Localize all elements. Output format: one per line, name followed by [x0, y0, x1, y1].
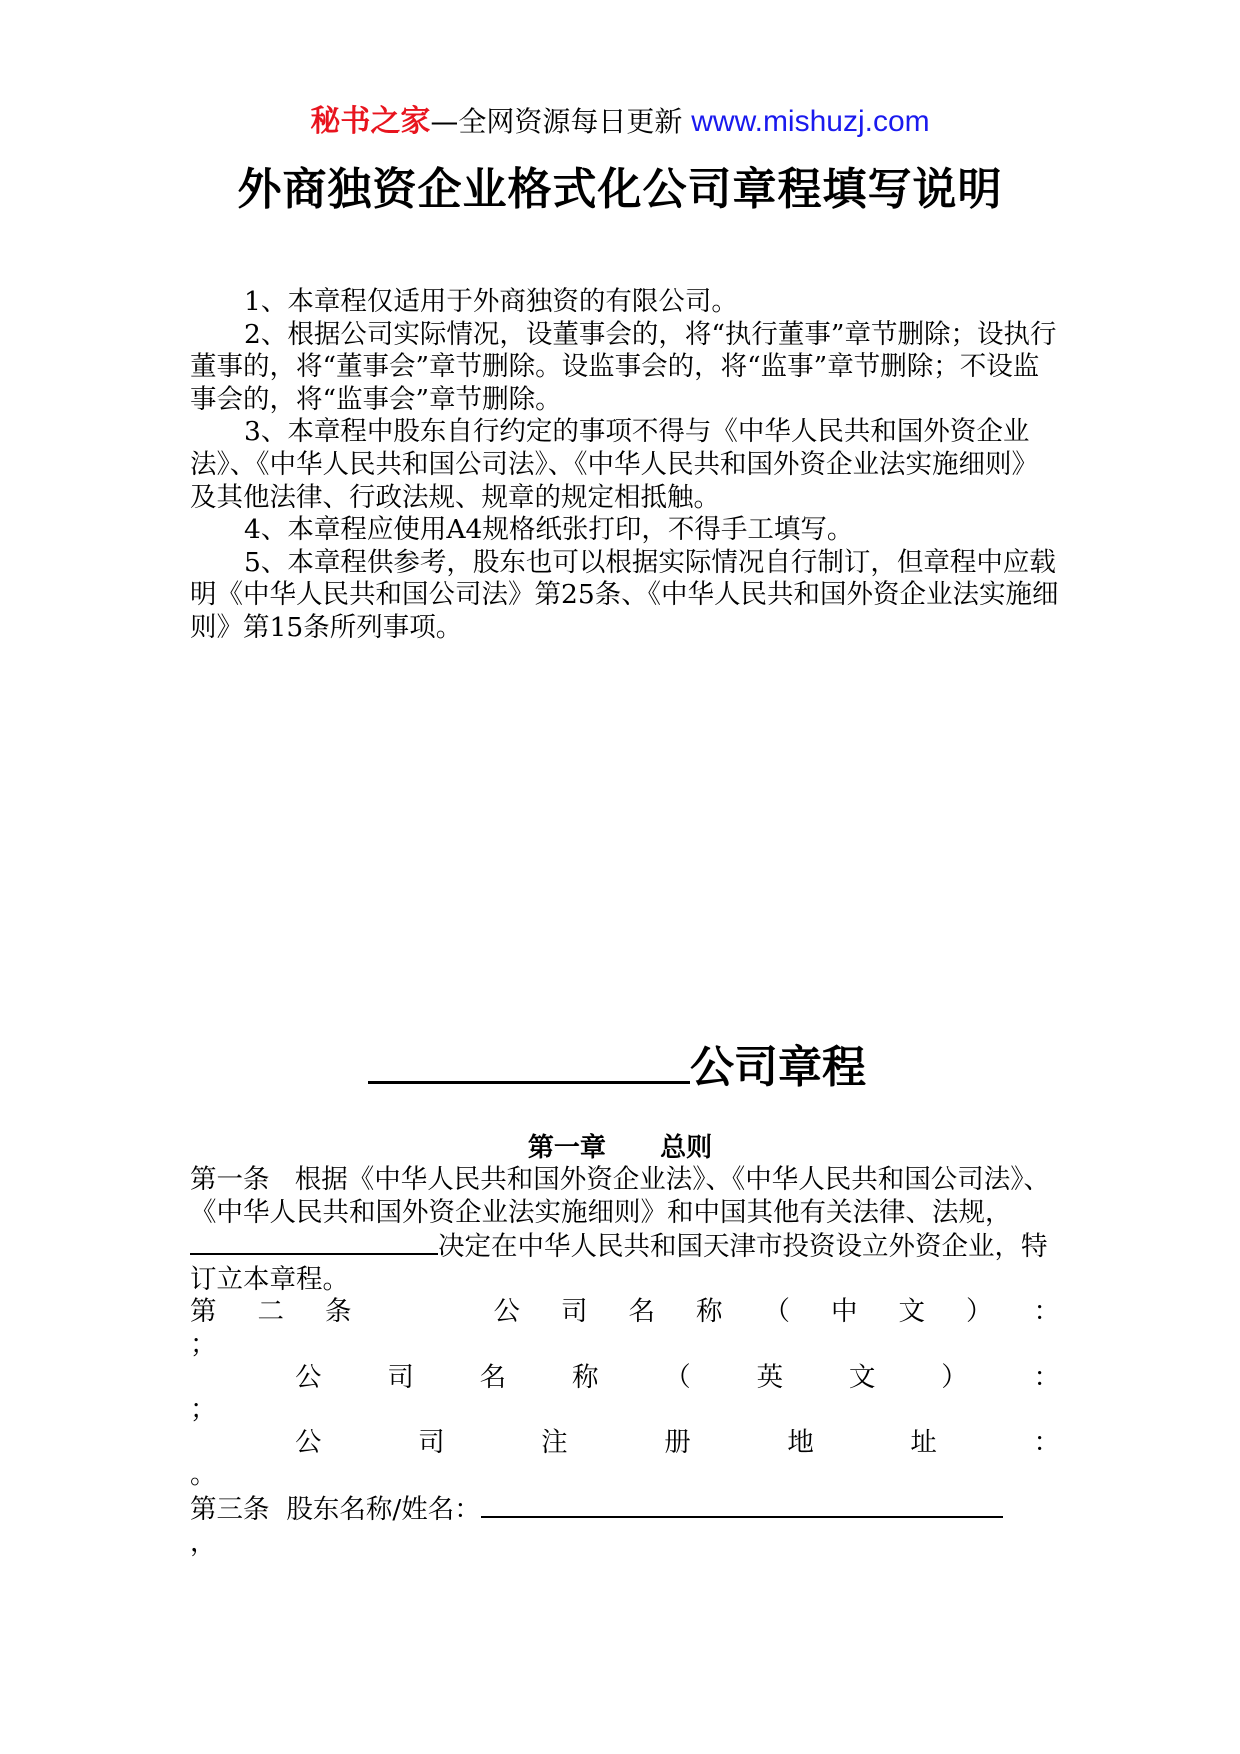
article-2-name-en-end: ；: [190, 1394, 217, 1426]
chapter-heading: [0, 1130, 1240, 1166]
field-char: ）: [941, 1361, 968, 1393]
article-2-name-cn-end: ；: [190, 1328, 217, 1360]
field-char: ：: [1033, 1296, 1060, 1328]
charter-body: [190, 1164, 1060, 1559]
site-header: [0, 102, 1240, 142]
charter-title-suffix: 公司章程: [690, 1042, 866, 1093]
investor-blank[interactable]: [190, 1229, 438, 1255]
field-char: 公: [493, 1296, 520, 1328]
field-char: 称: [571, 1361, 599, 1393]
field-char: 司: [387, 1361, 414, 1393]
field-char: 司: [418, 1426, 445, 1458]
article-2-name-en: [190, 1362, 1060, 1395]
chapter-name: 总则: [660, 1133, 713, 1163]
article-3-label: 第三条: [190, 1493, 270, 1525]
field-char: 册: [664, 1426, 691, 1458]
instruction-item: 1、本章程仅适用于外商独资的有限公司。: [244, 286, 738, 317]
article-3-end: ，: [190, 1526, 217, 1558]
article-1-label: 第一条: [190, 1164, 270, 1195]
article-2-name-cn: [190, 1296, 1060, 1329]
article-2-label-char: 条: [325, 1296, 352, 1328]
field-char: 中: [831, 1296, 858, 1328]
article-2-label-char: 二: [257, 1296, 284, 1328]
field-char: 名: [479, 1361, 507, 1393]
field-char: 英: [756, 1361, 784, 1393]
instruction-item: 2、根据公司实际情况，设董事会的，将“执行董事”章节删除；设执行董事的，将“董事会”章节删除。设监事会的，将“监事”章节删除；不设监事会的，将“监事会”章节删除。: [190, 318, 1057, 415]
article-1-text-after: 决定在中华人民共和国天津市投资设立外资企业，特订立本章程。: [190, 1231, 1048, 1295]
shareholder-name-blank[interactable]: [481, 1492, 1003, 1518]
instruction-item: 3、本章程中股东自行约定的事项不得与《中华人民共和国外资企业法》、《中华人民共和国公司法》、《中华人民共和国外资企业法实施细则》及其他法律、行政法规、规章的规定相抵触。: [190, 416, 1038, 513]
document-title: 外商独资企业格式化公司章程填写说明: [237, 164, 1003, 215]
charter-title: [368, 1038, 888, 1098]
company-name-blank[interactable]: [368, 1077, 690, 1084]
field-char: 称: [696, 1296, 723, 1328]
field-char: 注: [541, 1426, 568, 1458]
field-char: ：: [1033, 1426, 1060, 1458]
field-char: 名: [628, 1296, 655, 1328]
article-2-address-end: 。: [190, 1459, 217, 1491]
field-char: 文: [898, 1296, 925, 1328]
site-url-link[interactable]: www.mishuzj.com: [691, 105, 930, 138]
field-char: 司: [561, 1296, 588, 1328]
article-3-text: 股东名称/姓名：: [286, 1493, 481, 1525]
field-char: ）: [966, 1296, 993, 1328]
article-2-address: [190, 1427, 1060, 1460]
article-1-text-before: 根据《中华人民共和国外资企业法》、《中华人民共和国公司法》、《中华人民共和国外资企业法实施细则》和中国其他有关法律、法规，: [190, 1164, 1051, 1228]
site-brand: 秘书之家: [310, 104, 431, 139]
instruction-item: 4、本章程应使用A4规格纸张打印，不得手工填写。: [244, 514, 854, 546]
article-1: [190, 1164, 1060, 1296]
article-3: [190, 1492, 1060, 1527]
field-char: 文: [848, 1361, 876, 1393]
field-char: 公: [295, 1426, 322, 1458]
field-char: 址: [910, 1426, 937, 1458]
field-char: （: [664, 1361, 691, 1393]
site-tagline: —全网资源每日更新: [430, 105, 692, 138]
field-char: （: [763, 1296, 790, 1328]
chapter-number: 第一章: [527, 1133, 606, 1163]
article-2-label-char: 第: [190, 1296, 217, 1328]
field-char: ：: [1033, 1361, 1060, 1393]
field-char: 地: [787, 1426, 814, 1458]
instructions-list: [190, 286, 1060, 645]
instruction-item: 5、本章程供参考，股东也可以根据实际情况自行制订，但章程中应载明《中华人民共和国公司法》第25条、《中华人民共和国外资企业法实施细则》第15条所列事项。: [190, 546, 1059, 643]
field-char: 公: [295, 1361, 322, 1393]
